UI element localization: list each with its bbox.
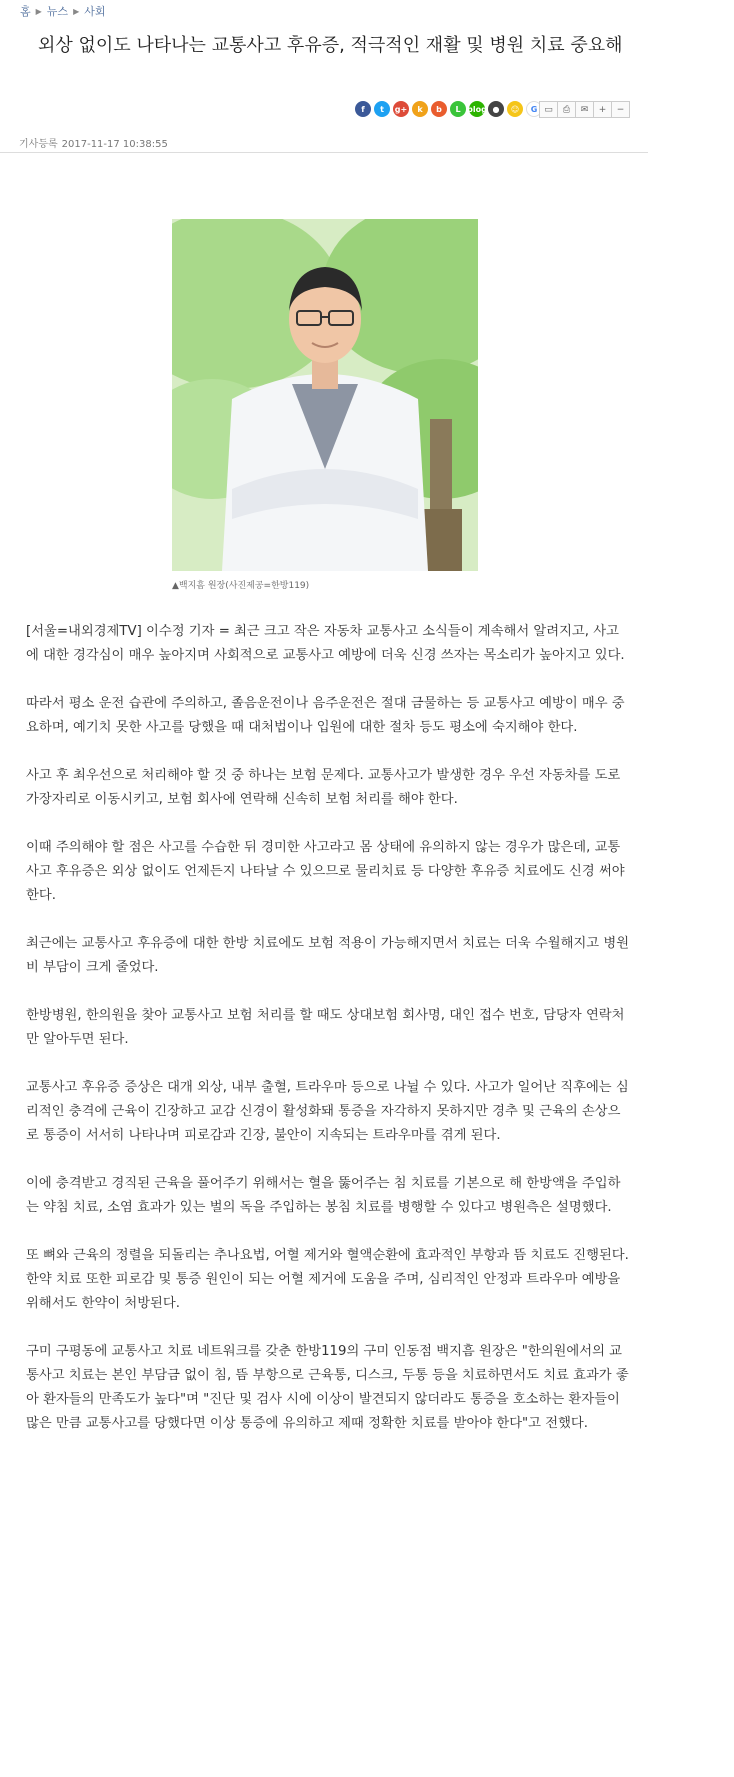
article-paragraph: 교통사고 후유증 증상은 대개 외상, 내부 출혈, 트라우마 등으로 나뉠 수 있다. 사고가 일어난 직후에는 심리적인 충격에 근육이 긴장하고 교감 신경이 활성화돼 통증을 자각하지 못하지만 경추 및 근육의 손상으로 통증이 서서히 나타나며 피로감과 긴장, 불안이 지속되는 트라우마를 겪게 된다. [26, 1080, 629, 1143]
breadcrumb-section-link[interactable]: 사회 [84, 5, 106, 18]
emoji-icon[interactable]: ☺ [507, 101, 523, 117]
article-paragraph: 한방병원, 한의원을 찾아 교통사고 보험 처리를 할 때도 상대보험 회사명, 대인 접수 번호, 담당자 연락처만 알아두면 된다. [26, 1008, 625, 1047]
registration-label: 기사등록 [19, 139, 58, 150]
font-increase-icon[interactable]: + [593, 101, 612, 118]
article-photo [172, 219, 478, 571]
facebook-icon[interactable]: f [355, 101, 371, 117]
article-paragraph: 구미 구평동에 교통사고 치료 네트워크를 갖춘 한방119의 구미 인동점 백지흠 원장은 "한의원에서의 교통사고 치료는 본인 부담금 없이 침, 뜸 부항으로 근육통, 디스크, 두통 등을 치료하면서도 치료 효과가 좋아 환자들의 만족도가 높다"며 "진단 및 검사 시에 이상이 발견되지 않더라도 통증을 호소하는 환자들이 많은 만큼 교통사고를 당했다면 이상 통증에 유의하고 제때 정확한 치료를 받아야 한다"고 전했다. [26, 1344, 629, 1431]
breadcrumb-news-link[interactable]: 뉴스 [46, 5, 69, 18]
photo-caption: ▲백지흠 원장(사진제공=한방119) [172, 581, 310, 591]
print-icon[interactable]: ⎙ [557, 101, 576, 118]
article-paragraph: 따라서 평소 운전 습관에 주의하고, 졸음운전이나 음주운전은 절대 금물하는 등 교통사고 예방이 매우 중요하며, 예기치 못한 사고를 당했을 때 대처법이나 입원에 대한 절차 등도 평소에 숙지해야 한다. [26, 696, 625, 735]
scrap-icon[interactable]: ▭ [539, 101, 558, 118]
article-title: 외상 없이도 나타나는 교통사고 후유증, 적극적인 재활 및 병원 치료 중요해 [38, 35, 623, 56]
chevron-right-icon: ▶ [35, 6, 42, 16]
article-body [26, 620, 630, 1460]
registration-info [19, 135, 168, 150]
google-icon[interactable]: G [526, 101, 542, 117]
dark-share-icon[interactable]: ● [488, 101, 504, 117]
twitter-icon[interactable]: t [374, 101, 390, 117]
chevron-right-icon: ▶ [73, 6, 80, 16]
kakaostory-icon[interactable]: k [412, 101, 428, 117]
article-paragraph: 최근에는 교통사고 후유증에 대한 한방 치료에도 보험 적용이 가능해지면서 치료는 더욱 수월해지고 병원비 부담이 크게 줄었다. [26, 936, 630, 975]
font-decrease-icon[interactable]: − [611, 101, 630, 118]
google-plus-icon[interactable]: g+ [393, 101, 409, 117]
share-buttons [355, 101, 542, 117]
article-paragraph: 사고 후 최우선으로 처리해야 할 것 중 하나는 보험 문제다. 교통사고가 발생한 경우 우선 자동차를 도로 가장자리로 이동시키고, 보험 회사에 연락해 신속히 보험 처리를 해야 한다. [26, 768, 621, 807]
article-paragraph: 또 뼈와 근육의 정렬을 되돌리는 추나요법, 어혈 제거와 혈액순환에 효과적인 부항과 뜸 치료도 진행된다. 한약 치료 또한 피로감 및 통증 원인이 되는 어혈 제거에 도움을 주며, 심리적인 안정과 트라우마 예방을 위해서도 한약이 처방된다. [26, 1248, 629, 1311]
breadcrumb [20, 3, 105, 19]
article-paragraph: [서울=내외경제TV] 이수정 기자 = 최근 크고 작은 자동차 교통사고 소식들이 계속해서 알려지고, 사고에 대한 경각심이 매우 높아지며 사회적으로 교통사고 예방에 더욱 신경 쓰자는 목소리가 높아지고 있다. [26, 624, 625, 663]
band-icon[interactable]: b [431, 101, 447, 117]
article-paragraph: 이때 주의해야 할 점은 사고를 수습한 뒤 경미한 사고라고 몸 상태에 유의하지 않는 경우가 많은데, 교통사고 후유증은 외상 없이도 언제든지 나타날 수 있으므로 물리치료 등 다양한 후유증 치료에도 신경 써야 한다. [26, 840, 625, 903]
breadcrumb-home-link[interactable]: 홈 [20, 5, 31, 18]
blog-icon[interactable]: blog [469, 101, 485, 117]
divider [0, 152, 648, 153]
article-paragraph: 이에 충격받고 경직된 근육을 풀어주기 위해서는 혈을 뚫어주는 침 치료를 기본으로 해 한방액을 주입하는 약침 치료, 소염 효과가 있는 벌의 독을 주입하는 봉침 치료를 병행할 수 있다고 병원측은 설명했다. [26, 1176, 621, 1215]
line-icon[interactable]: L [450, 101, 466, 117]
registration-date: 2017-11-17 10:38:55 [61, 139, 168, 150]
article-tools [540, 101, 630, 118]
doctor-portrait-image [172, 219, 478, 571]
email-icon[interactable]: ✉ [575, 101, 594, 118]
